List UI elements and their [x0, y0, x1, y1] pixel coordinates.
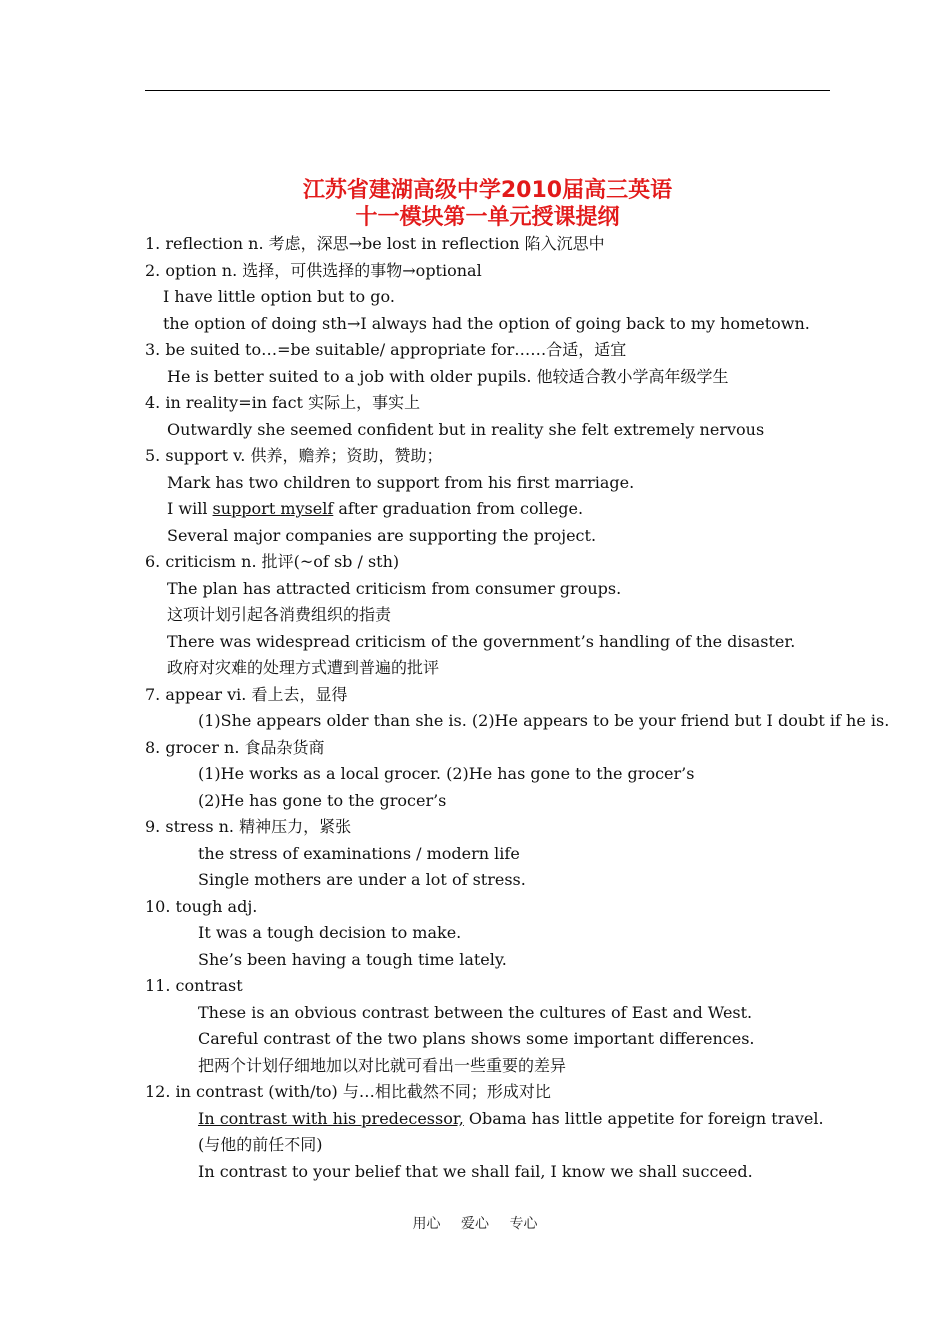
item-12-translation-1: (与他的前任不同) — [198, 1135, 323, 1154]
item-6-heading: 6. criticism n. 批评(~of sb / sth) — [145, 552, 400, 571]
item-3-heading: 3. be suited to…=be suitable/ appropriate for……合适，适宜 — [145, 340, 627, 359]
item-12-heading: 12. in contrast (with/to) 与…相比截然不同；形成对比 — [145, 1082, 551, 1101]
item-5-example-2-underlined: support myself — [212, 499, 334, 518]
item-11-example-1: These is an obvious contrast between the cultures of East and West. — [198, 1002, 753, 1022]
item-5-example-2-pre: I will — [167, 499, 213, 518]
lesson-outline — [145, 231, 890, 1185]
item-8-heading: 8. grocer n. 食品杂货商 — [145, 737, 325, 757]
item-6-translation-2: 政府对灾难的处理方式遭到普遍的批评 — [167, 658, 440, 677]
document-title-line-1: 江苏省建湖高级中学2010届高三英语 — [302, 178, 673, 203]
item-2-heading: 2. option n. 选择，可供选择的事物→optional — [145, 260, 482, 280]
item-1-heading: 1. reflection n. 考虑，深思→be lost in reflection 陷入沉思中 — [145, 234, 605, 253]
item-6-example-2: There was widespread criticism of the government’s handling of the disaster. — [167, 631, 796, 651]
item-8-example-2: (2)He has gone to the grocer’s — [198, 790, 447, 810]
item-7-example-1: (1)She appears older than she is. (2)He appears to be your friend but I doubt if he is. — [198, 711, 890, 730]
page-footer — [0, 1213, 950, 1233]
item-12-example-1-post: Obama has little appetite for foreign travel. — [463, 1108, 824, 1128]
footer-text-2: 爱心 — [461, 1216, 489, 1232]
item-5-example-1: Mark has two children to support from his first marriage. — [167, 472, 635, 492]
item-11-translation-1: 把两个计划仔细地加以对比就可看出一些重要的差异 — [198, 1055, 567, 1075]
item-12-example-1 — [145, 1106, 830, 1133]
footer-text-1: 用心 — [412, 1216, 441, 1232]
item-5-example-2 — [145, 496, 830, 523]
item-5-heading: 5. support v. 供养，赡养；资助，赞助； — [145, 446, 443, 465]
item-11-heading: 11. contrast — [145, 976, 243, 995]
item-2-example-2: the option of doing sth→I always had the option of going back to my hometown. — [163, 313, 810, 333]
item-12-example-2: In contrast to your belief that we shall fail, I know we shall succeed. — [198, 1161, 753, 1181]
document-title-line-2: 十一模块第一单元授课提纲 — [355, 205, 620, 230]
item-12-example-1-underlined: In contrast with his predecessor, — [198, 1108, 464, 1128]
item-7-heading: 7. appear vi. 看上去，显得 — [145, 684, 348, 704]
item-10-example-2: She’s been having a tough time lately. — [198, 949, 507, 969]
item-4-example-1: Outwardly she seemed confident but in reality she felt extremely nervous — [167, 419, 765, 439]
item-9-heading: 9. stress n. 精神压力，紧张 — [145, 817, 352, 836]
item-9-example-1: the stress of examinations / modern life — [198, 843, 520, 863]
item-10-example-1: It was a tough decision to make. — [198, 923, 462, 942]
header-rule — [145, 90, 830, 91]
item-4-heading: 4. in reality=in fact 实际上，事实上 — [145, 393, 421, 412]
item-9-example-2: Single mothers are under a lot of stress. — [198, 870, 526, 889]
item-6-translation-1: 这项计划引起各消费组织的指责 — [167, 605, 392, 624]
item-11-example-2: Careful contrast of the two plans shows some important differences. — [198, 1029, 755, 1048]
item-8-example-1: (1)He works as a local grocer. (2)He has gone to the grocer’s — [198, 764, 695, 783]
item-10-heading: 10. tough adj. — [145, 896, 258, 916]
item-6-example-1: The plan has attracted criticism from consumer groups. — [167, 578, 622, 598]
item-3-example-1: He is better suited to a job with older pupils. 他较适合教小学高年级学生 — [167, 366, 729, 386]
item-5-example-3: Several major companies are supporting the project. — [167, 525, 597, 545]
item-5-example-2-post: after graduation from college. — [333, 499, 584, 518]
item-2-example-1: I have little option but to go. — [163, 287, 395, 306]
footer-text-3: 专心 — [509, 1216, 538, 1232]
